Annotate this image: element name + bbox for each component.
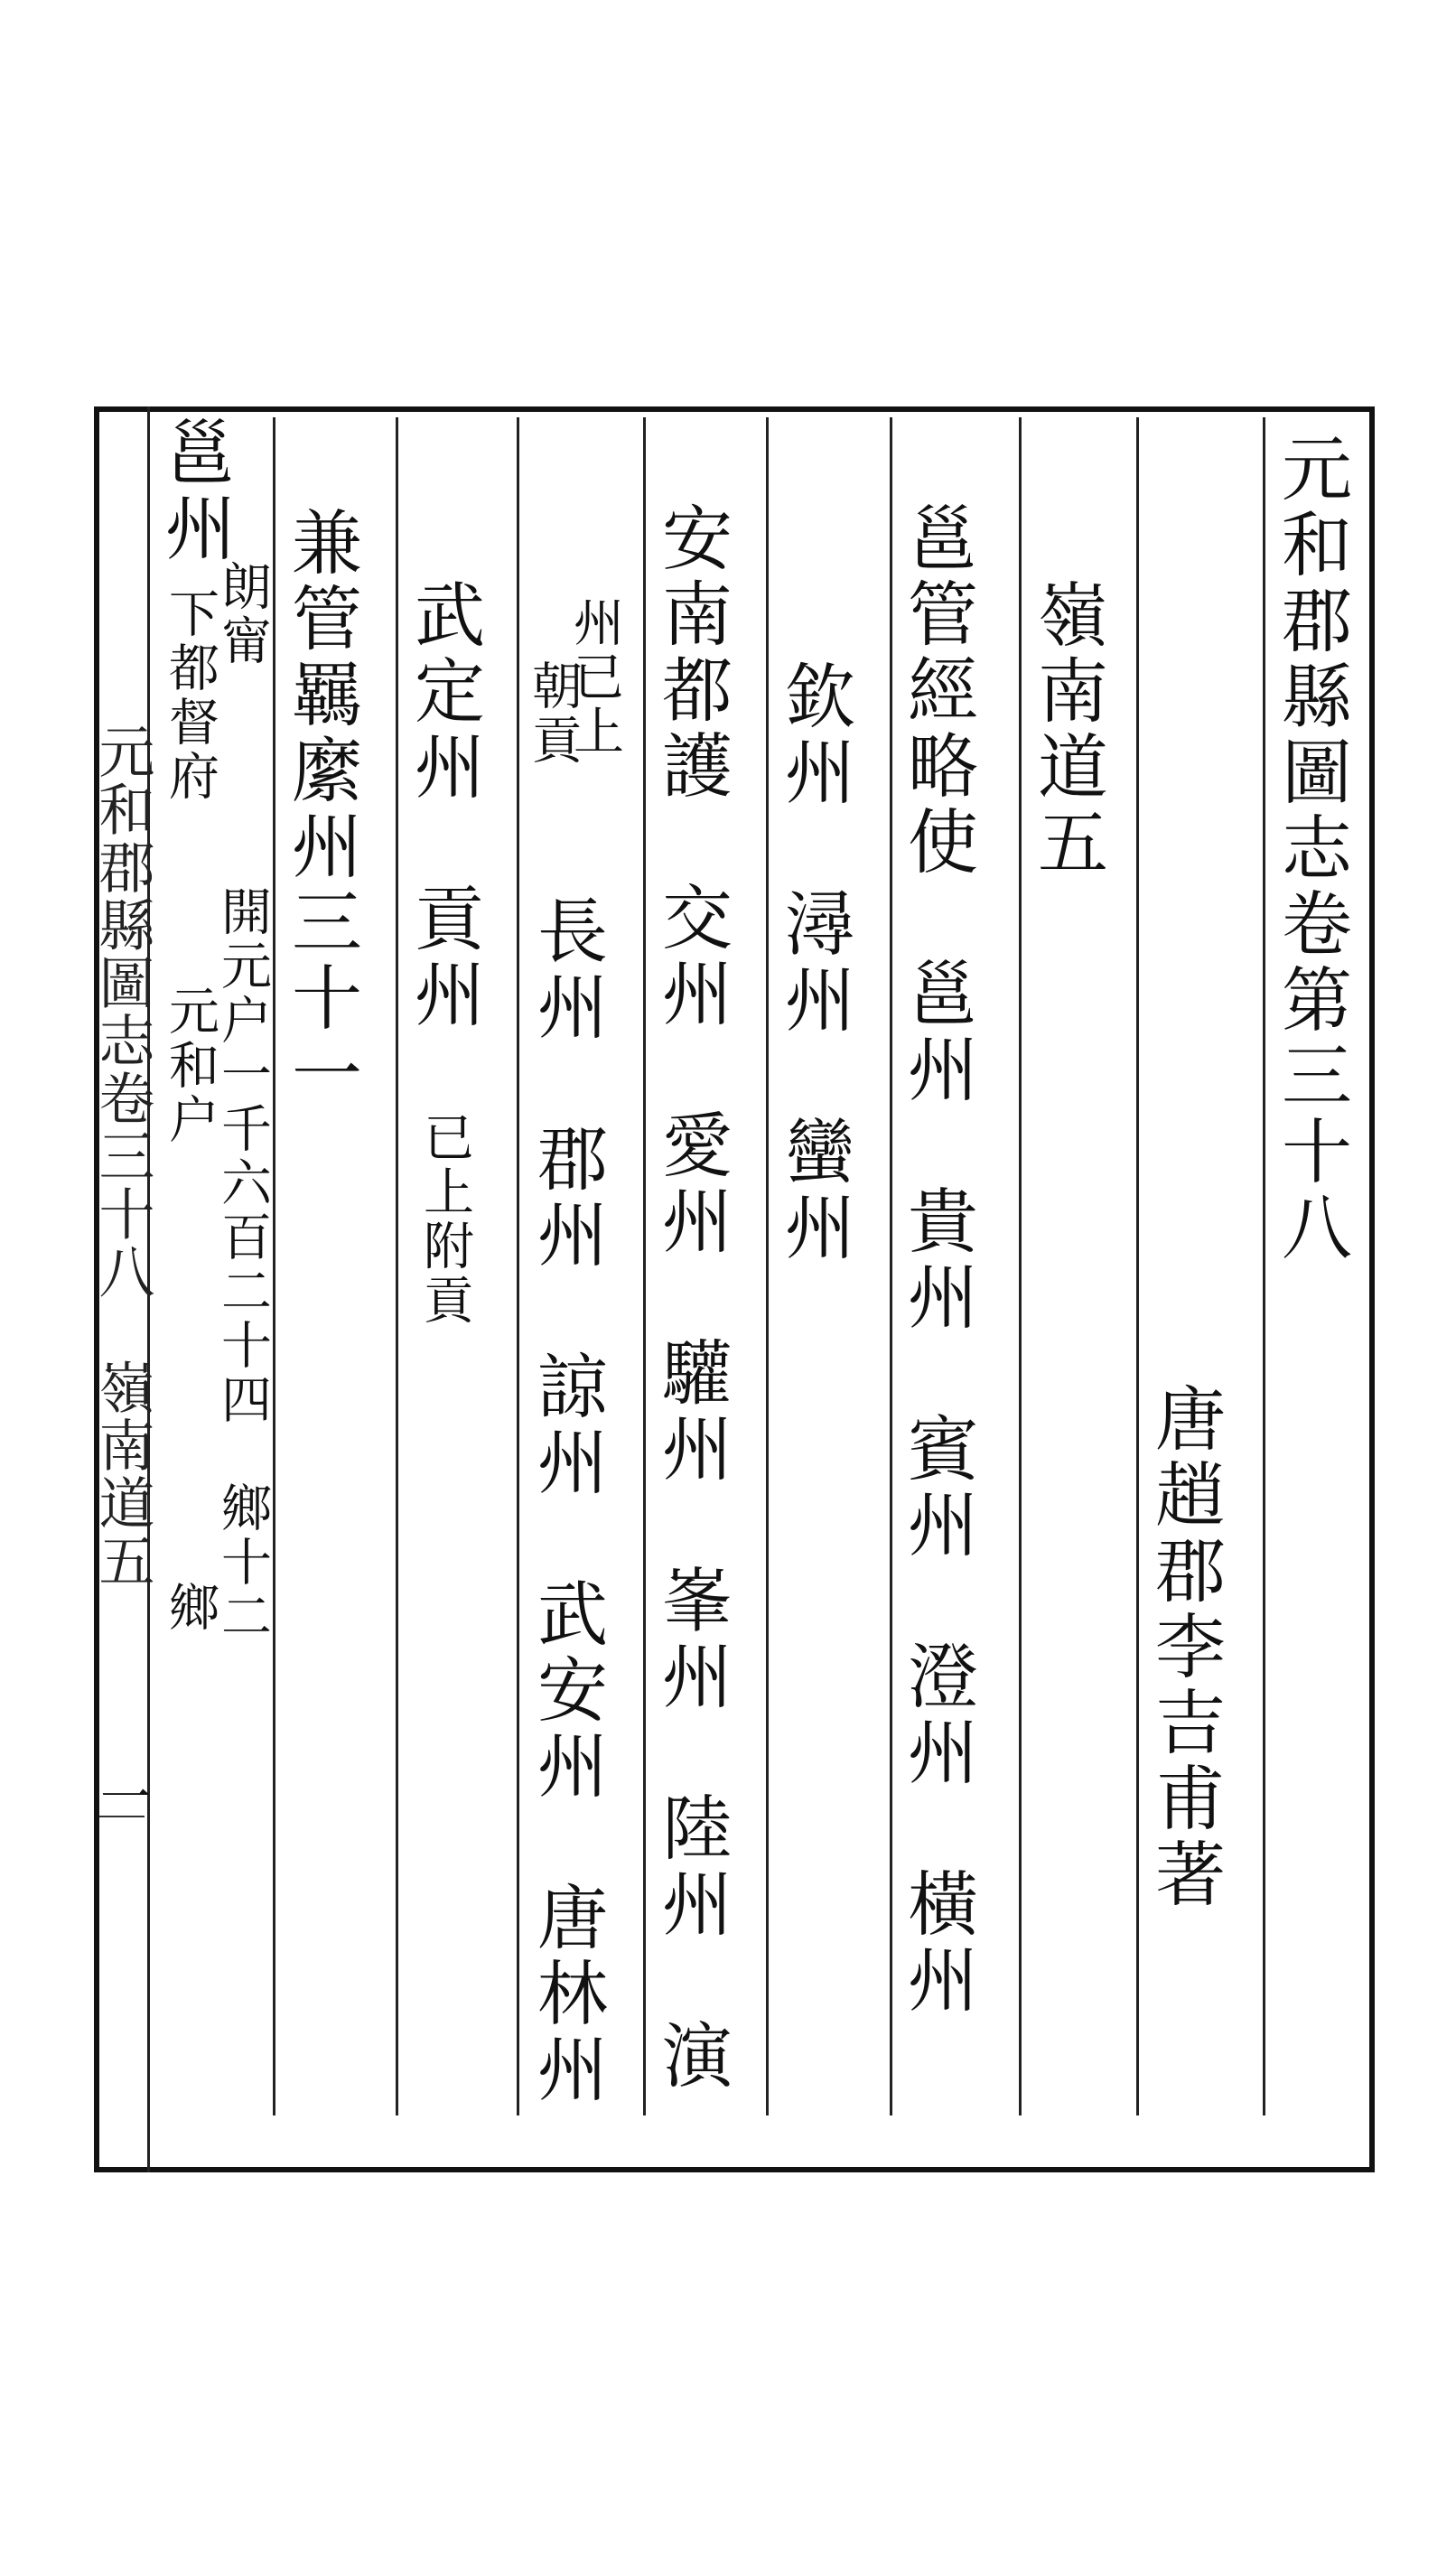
text-column-jianguan: 兼管羈縻州三十一: [280, 506, 361, 1113]
text-column-jinglue: 邕管經略使 邕州 貴州 賓州 澄州 橫州: [896, 501, 977, 2019]
column-rule: [396, 417, 398, 2115]
column-rule: [766, 417, 769, 2115]
note-wuding: 已上附貢: [415, 1111, 474, 1328]
text-column-yong: 邕州: [154, 416, 235, 567]
text-column-annan: 安南都護 交州 愛州 驩州 峯州 陸州 演: [650, 501, 732, 2095]
note-yong-1: 朗甯: [213, 560, 272, 668]
column-rule: [1136, 417, 1139, 2115]
column-rule: [517, 417, 519, 2115]
column-rule: [273, 417, 275, 2115]
page-number: 一: [92, 1770, 151, 1821]
text-column-qin: 欽州 潯州 蠻州: [773, 659, 854, 1266]
note-chang-2: 朝貢: [524, 659, 583, 768]
text-column-chang: 長州 郡州 諒州 武安州 唐林州: [526, 894, 607, 2108]
text-column-wuding: 武定州 貢州: [403, 578, 484, 1033]
column-rule: [643, 417, 646, 2115]
fold-edge-mark: [99, 1816, 145, 2088]
column-rule: [890, 417, 892, 2115]
note-kaiyuan: 開元户一千六百二十四 鄉十二: [213, 885, 272, 1644]
author-line: 唐趙郡李吉甫著: [1143, 1382, 1225, 1913]
fold-title: 元和郡縣圖志卷三十八 嶺南道五: [89, 723, 155, 1590]
note-yuanhe: 元和户 鄉: [161, 985, 219, 1635]
column-rule: [1263, 417, 1265, 2115]
note-yong-2: 下都督府: [161, 587, 219, 804]
volume-title: 元和郡縣圖志卷第三十八: [1270, 432, 1351, 1266]
section-heading: 嶺南道五: [1026, 578, 1107, 882]
column-rule: [1019, 417, 1022, 2115]
note-chang-1: 州已上: [565, 596, 624, 759]
